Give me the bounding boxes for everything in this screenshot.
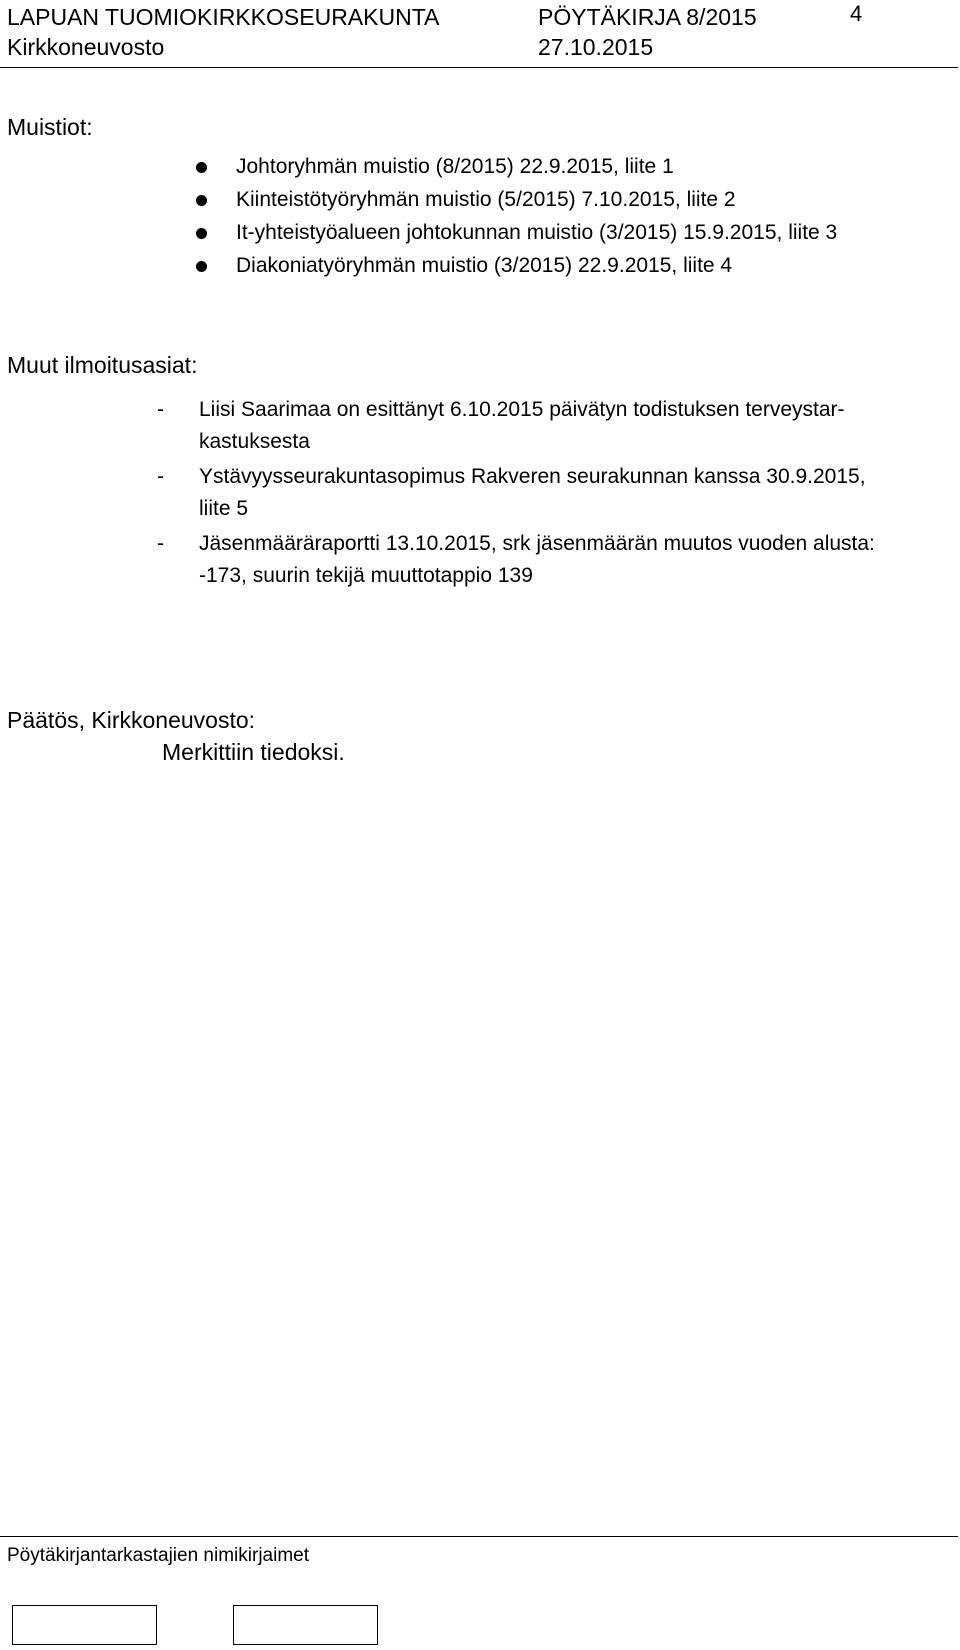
announcements-heading: Muut ilmoitusasiat:: [7, 352, 198, 378]
list-item: Kiinteistötyöryhmän muistio (5/2015) 7.10.2015, liite 2: [0, 188, 837, 221]
bullet-icon: [196, 261, 207, 272]
decision-heading: Päätös, Kirkkoneuvosto:: [7, 707, 256, 733]
announcements-list: [0, 394, 960, 595]
dash-marker: -: [157, 465, 164, 488]
footer-divider: [0, 1536, 958, 1537]
dash-marker: -: [157, 532, 164, 555]
list-item: It-yhteistyöalueen johtokunnan muistio (3/2015) 15.9.2015, liite 3: [0, 221, 837, 254]
list-item: Johtoryhmän muistio (8/2015) 22.9.2015, liite 1: [0, 155, 837, 188]
list-item: Diakoniatyöryhmän muistio (3/2015) 22.9.2015, liite 4: [0, 254, 837, 287]
document-title: PÖYTÄKIRJA 8/2015: [538, 4, 757, 30]
organization-name: LAPUAN TUOMIOKIRKKOSEURAKUNTA: [7, 4, 440, 30]
bullet-icon: [196, 195, 207, 206]
body-name: Kirkkoneuvosto: [7, 34, 165, 60]
memos-heading: Muistiot:: [7, 114, 93, 140]
footer-label: Pöytäkirjantarkastajien nimikirjaimet: [7, 1545, 309, 1566]
bullet-icon: [196, 228, 207, 239]
list-item: - Liisi Saarimaa on esittänyt 6.10.2015 päivätyn todistuksen terveystar-kastuksesta: [0, 394, 899, 458]
decision-text: Merkittiin tiedoksi.: [162, 739, 345, 765]
page-number: 4: [850, 1, 863, 26]
list-item: - Ystävyysseurakuntasopimus Rakveren seurakunnan kanssa 30.9.2015, liite 5: [0, 461, 899, 525]
dash-marker: -: [157, 398, 164, 421]
initials-box-2: [233, 1605, 378, 1645]
memos-list: [0, 155, 837, 287]
meeting-date: 27.10.2015: [538, 34, 654, 60]
initials-box-1: [12, 1605, 157, 1645]
header-divider: [0, 67, 958, 68]
bullet-icon: [196, 162, 207, 173]
list-item: - Jäsenmääräraportti 13.10.2015, srk jäsenmäärän muutos vuoden alusta: -173, suurin tekijä muuttotappio 139: [0, 528, 899, 592]
page-header: [0, 0, 960, 68]
